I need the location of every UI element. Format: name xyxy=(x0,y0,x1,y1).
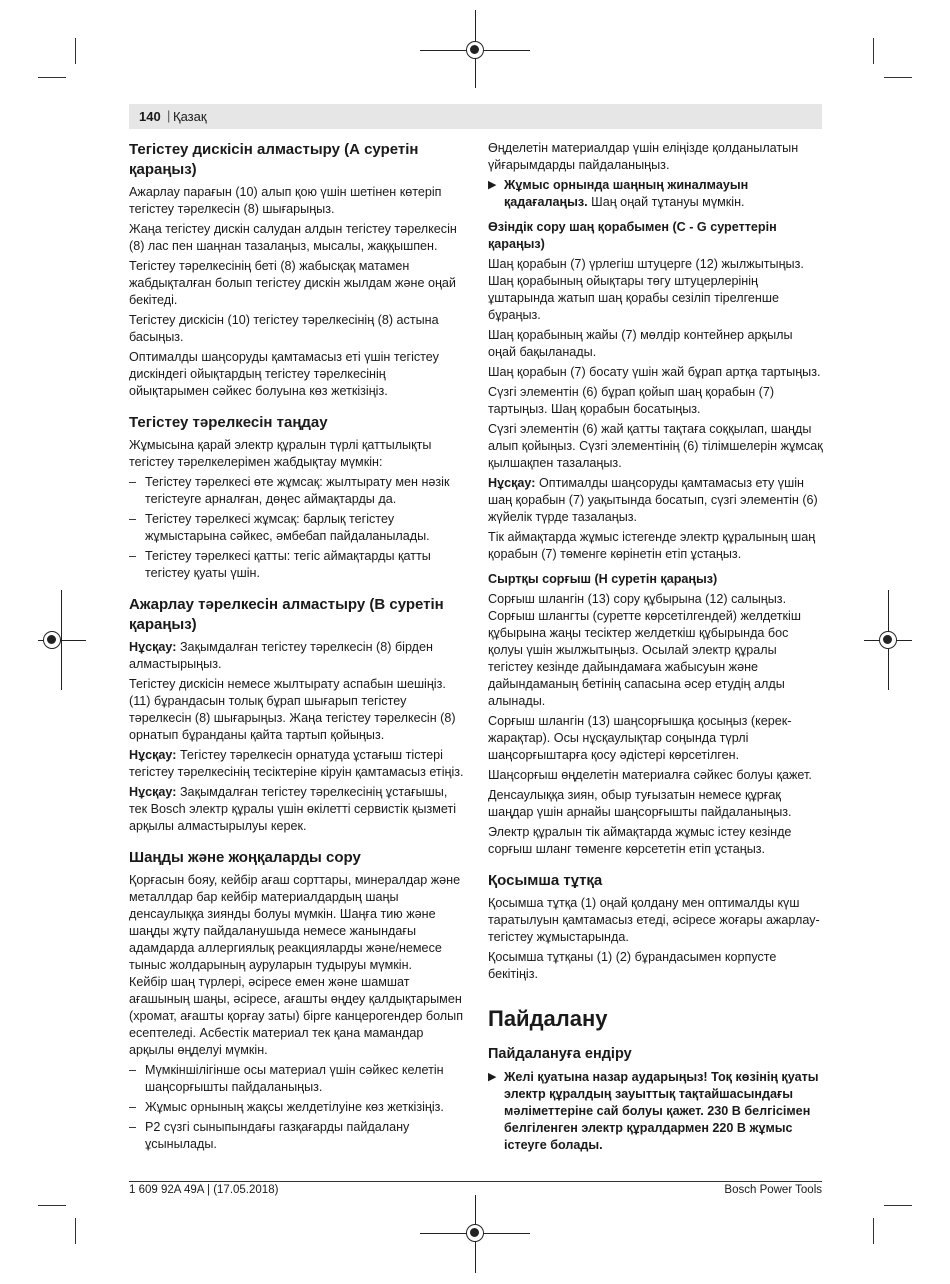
dash-list xyxy=(129,1062,464,1153)
crop-mark xyxy=(38,77,66,78)
crop-mark xyxy=(884,77,912,78)
dash-list xyxy=(129,474,464,582)
warning-bold: Желі қуатына назар аударыңыз! Тоқ көзінің қуаты электр құралдың зауыттық тақтайшасындағы мәліметтеріне сай болуы қажет. 230 В белгісімен белгіленген электр құралдармен 220 В жұмыс істеуге болады. xyxy=(504,1070,819,1152)
note-label: Нұсқау: xyxy=(129,785,177,799)
paragraph: Тегістеу дискісін (10) тегістеу тәрелкесінің (8) астына басыңыз. xyxy=(129,313,439,344)
footer-brand: Bosch Power Tools xyxy=(724,1184,822,1196)
list-item: – Р2 сүзгі сыныпындағы газқағарды пайдалану ұсынылады. xyxy=(129,1119,464,1153)
note-paragraph xyxy=(488,475,823,526)
paragraph: Электр құралын тік аймақтарда жұмыс істеу кезінде сорғыш шланг төменге көрсететін етіп ұстаңыз. xyxy=(488,825,792,856)
registration-mark-icon xyxy=(43,631,61,649)
warning-bold: Жұмыс орнында шаңның жиналмауын қадағалаңыз. xyxy=(504,178,749,209)
note-label: Нұсқау: xyxy=(488,476,536,490)
note-text: Зақымдалған тегістеу тәрелкесін (8) бірден алмастырыңыз. xyxy=(129,640,433,671)
list-item: – Тегістеу тәрелкесі жұмсақ: барлық тегістеу жұмыстарына сәйкес, әмбебап пайдаланылады. xyxy=(129,511,464,545)
crop-mark xyxy=(873,38,874,64)
header-separator: | xyxy=(167,108,171,123)
paragraph: Шаң қорабын (7) үрлегіш штуцерге (12) жылжытыңыз. Шаң қорабының ойықтары төгу штуцерлерінің ұштарында жатып шаң қорабы сезіліп тірелгенше бұраңыз. xyxy=(488,257,804,322)
paragraph: Қосымша тұтқаны (1) (2) бұрандасымен корпусте бекітіңіз. xyxy=(488,950,777,981)
note-label: Нұсқау: xyxy=(129,748,177,762)
page-number: 140 xyxy=(139,109,161,124)
note-label: Нұсқау: xyxy=(129,640,177,654)
list-item: – Тегістеу тәрелкесі өте жұмсақ: жылтырату мен нәзік тегістеуге арналған, дөңес аймақтарды да. xyxy=(129,474,464,508)
page-header xyxy=(129,104,822,129)
subsection-title: Сыртқы сорғыш (Н суретін қараңыз) xyxy=(488,572,718,586)
paragraph: Сорғыш шлангін (13) сору құбырына (12) салыңыз. Сорғыш шлангты (суретте көрсетілгендей) желдеткіш құбырына жаңы тесіктер желдеткіш құбырында бос қолуы үшін жылжытыңыз. Осылай электр құралы тегістеу кезінде дайындамаға жабысуын және дайындаманың бетінің сапасына әсер етудің алды алынады. xyxy=(488,592,801,708)
note-text: Зақымдалған тегістеу тәрелкесінің ұстағышы, тек Bosch электр құралы үшін өкілетті сервистік қызметі арқылы алмастырылуы керек. xyxy=(129,785,457,833)
paragraph: Шаңсорғыш өңделетін материалға сәйкес болуы қажет. xyxy=(488,768,812,782)
paragraph: Ажарлау парағын (10) алып қою үшін шетінен көтеріп тегістеу тәрелкесін (8) шығарыңыз. xyxy=(129,185,442,216)
note-text: Тегістеу тәрелкесін орнатуда ұстағыш тістері тегістеу тәрелкесінің тесіктеріне кіруін қамтамасыз етіңіз. xyxy=(129,748,464,779)
crop-mark xyxy=(884,1205,912,1206)
list-item: – Мүмкіншілігінше осы материал үшін сәйкес келетін шаңсорғышты пайдаланыңыз. xyxy=(129,1062,464,1096)
paragraph: Денсаулыққа зиян, обыр туғызатын немесе құрғақ шаңдар үшін арнайы шаңсорғышты пайдаланыңыз. xyxy=(488,788,792,819)
section-title: Қосымша тұтқа xyxy=(488,872,603,889)
paragraph: Қосымша тұтқа (1) оңай қолдану мен оптималды күш таратылуын қамтамасыз етеді, әсіресе жоғары ажарлау-тегістеу жұмыстарында. xyxy=(488,896,820,944)
list-item: – Тегістеу тәрелкесі қатты: тегіс аймақтарды қатты тегістеу қуаты үшін. xyxy=(129,548,464,582)
footer-rule xyxy=(129,1181,822,1182)
paragraph: Жаңа тегістеу дискін салудан алдын тегістеу тәрелкесін (8) лас пен шаңнан тазалаңыз, мысалы, жаққышпен. xyxy=(129,222,457,253)
paragraph: Қорғасын бояу, кейбір ағаш сорттары, минералдар және металлдар бар кейбір материалдардың шаңы денсаулыққа зиянды болуы мүмкін. Шаңға тию және шаңды жұту пайдаланушыда немесе жанындағы адамдарда аллергиялық реакцияларды және/немесе тыныс жолдарының ауруларын тудыруы мүмкін. xyxy=(129,873,461,972)
section-title: Тегістеу дискісін алмастыру (А суретін қараңыз) xyxy=(129,141,419,178)
footer-doc-number: 1 609 92A 49A | (17.05.2018) xyxy=(129,1184,279,1196)
paragraph: Тегістеу тәрелкесінің беті (8) жабысқақ матамен жабдықталған болып тегістеу дискін жылдам және оңай бекітеді. xyxy=(129,259,456,307)
chapter-title: Пайдалану xyxy=(488,1006,608,1031)
arrow-right-icon: ▶ xyxy=(488,1071,497,1083)
note-text: Оптималды шаңсоруды қамтамасыз ету үшін шаң қорабын (7) уақытында босатып, сүзгі элементін (6) жүйелік түрде тазалаңыз. xyxy=(488,476,818,524)
crop-mark xyxy=(38,1205,66,1206)
paragraph: Сүзгі элементін (6) бұрап қойып шаң қорабын (7) тартыңыз. Шаң қорабын босатыңыз. xyxy=(488,385,775,416)
note-paragraph xyxy=(129,639,464,673)
paragraph: Сорғыш шлангін (13) шаңсорғышқа қосыңыз (керек-жарақтар). Осы нұсқаулықтар соңында түрлі шаңсорғыштарға қосу әдістері көрсетілген. xyxy=(488,714,792,762)
note-paragraph xyxy=(129,747,464,781)
paragraph: Кейбір шаң түрлері, әсіресе емен және шамшат ағашының шаңы, әсіресе, ағашты өңдеу қалдықтарымен (хромат, ағашты қорғау заты) бірге канцерогендер болып есептеледі. Асбестік материал тек қана мамандар арқылы өңделуі мүмкін. xyxy=(129,975,464,1057)
section-title: Шаңды және жоңқаларды сору xyxy=(129,849,361,866)
left-column xyxy=(129,140,464,1156)
crop-mark xyxy=(75,1218,76,1244)
paragraph: Тегістеу дискісін немесе жылтырату аспабын шешіңіз. (11) бұрандасын толық бұрап шығарып тегістеу тәрелкесін (8) шығарыңыз. Жаңа тегістеу тәрелкесін (8) орнатып бұранданы қайта тартып қойыңыз. xyxy=(129,677,456,742)
paragraph: Жұмысына қарай электр құралын түрлі қаттылықты тегістеу тәрелкелерімен жабдықтау мүмкін: xyxy=(129,438,432,469)
right-column xyxy=(488,140,823,1157)
paragraph: Оптималды шаңсоруды қамтамасыз еті үшін тегістеу дискіндегі ойықтардың тегістеу тәрелкесінің ойықтарымен сәйкес болуына көз жеткізіңіз. xyxy=(129,350,439,398)
section-title: Тегістеу тәрелкесін таңдау xyxy=(129,414,328,431)
subsection-title: Өзіндік сору шаң қорабымен (C - G суреттерін қараңыз) xyxy=(488,220,777,251)
paragraph: Сүзгі элементін (6) жай қатты тақтаға соққылап, шаңды алып қойыңыз. Сүзгі элементінің (6) тілімшелерін жұмсақ қылшақпен тазалаңыз. xyxy=(488,422,823,470)
paragraph: Өңделетін материалдар үшін еліңізде қолданылатын үйғарымдарды пайдаланыңыз. xyxy=(488,141,799,172)
arrow-right-icon: ▶ xyxy=(488,179,497,191)
crop-mark xyxy=(75,38,76,64)
list-item: – Жұмыс орнының жақсы желдетілуіне көз жеткізіңіз. xyxy=(129,1099,464,1116)
registration-mark-icon xyxy=(879,631,897,649)
header-language: Қазақ xyxy=(173,109,207,124)
paragraph: Шаң қорабын (7) босату үшін жай бұрап артқа тартыңыз. xyxy=(488,365,821,379)
warning-item xyxy=(488,177,823,211)
crop-mark xyxy=(873,1218,874,1244)
registration-mark-icon xyxy=(466,41,484,59)
warning-item xyxy=(488,1069,823,1154)
paragraph: Шаң қорабының жайы (7) мөлдір контейнер арқылы оңай бақыланады. xyxy=(488,328,793,359)
section-title: Ажарлау тәрелкесін алмастыру (В суретін қараңыз) xyxy=(129,596,444,633)
note-paragraph xyxy=(129,784,464,835)
paragraph: Тік аймақтарда жұмыс істегенде электр құралының шаң қорабын (7) төменге көрінетін етіп ұстаңыз. xyxy=(488,530,816,561)
warning-text: Шаң оңай тұтануы мүмкін. xyxy=(587,195,745,209)
section-title: Пайдалануға ендіру xyxy=(488,1046,632,1062)
registration-mark-icon xyxy=(466,1224,484,1242)
